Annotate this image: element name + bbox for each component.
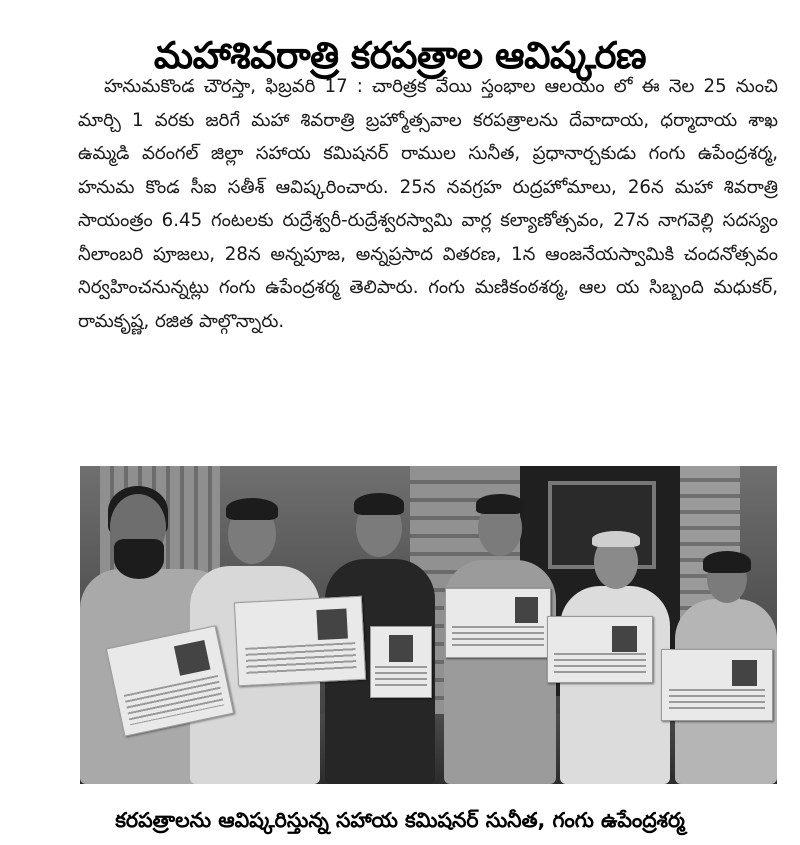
article-body: హనుమకొండ చౌరస్తా, ఫిబ్రవరి 17 : చారిత్రక వేయి స్తంభాల ఆలయం లో ఈ నెల 25 నుంచి మార్చి 1 వరకు జరిగే మహా శివరాత్రి బ్రహ్మోత్సవాల కరపత్రాలను దేవాదాయ, ధర్మాదాయ శాఖ ఉమ్మడి వరంగల్ జిల్లా సహాయ కమిషనర్ రాముల సునీత, ప్రధానార్చకుడు గంగు ఉపేంద్రశర్మ, హనుమ కొండ సీఐ సతీశ్ ఆవిష్కరించారు. 25న నవగ్రహ రుద్రహోమాలు, 26న మహా శివరాత్రి సాయంత్రం 6.45 గంటలకు రుద్రేశ్వరీ-రుద్రేశ్వరస్వామి వార్ల కల్యాణోత్సవం, 27న నాగవెల్లి సదస్యం నీలాంబరి పూజలు, 28న అన్నపూజ, అన్నప్రసాద వితరణ, 1న ఆంజనేయస్వామికి చందనోత్సవం నిర్వహించనున్నట్లు గంగు ఉపేంద్రశర్మ తెలిపారు. గంగు మణికంఠశర్మ, ఆల య సిబ్బంది మధుకర్, రామకృష్ణ, రజిత పాల్గొన్నారు. <box>78 76 778 332</box>
photo-caption: కరపత్రాలను ఆవిష్కరిస్తున్న సహాయ కమిషనర్ సునీత, గంగు ఉపేంద్రశర్మ <box>115 808 685 832</box>
leaflet-4 <box>445 588 551 658</box>
leaflet-2 <box>234 596 366 687</box>
leaflet-5 <box>547 616 653 683</box>
leaflet-6 <box>661 649 773 721</box>
news-photo <box>80 466 777 784</box>
leaflet-3 <box>370 626 432 698</box>
headline: మహాశివరాత్రి కరపత్రాల ఆవిష్కరణ <box>153 33 647 77</box>
